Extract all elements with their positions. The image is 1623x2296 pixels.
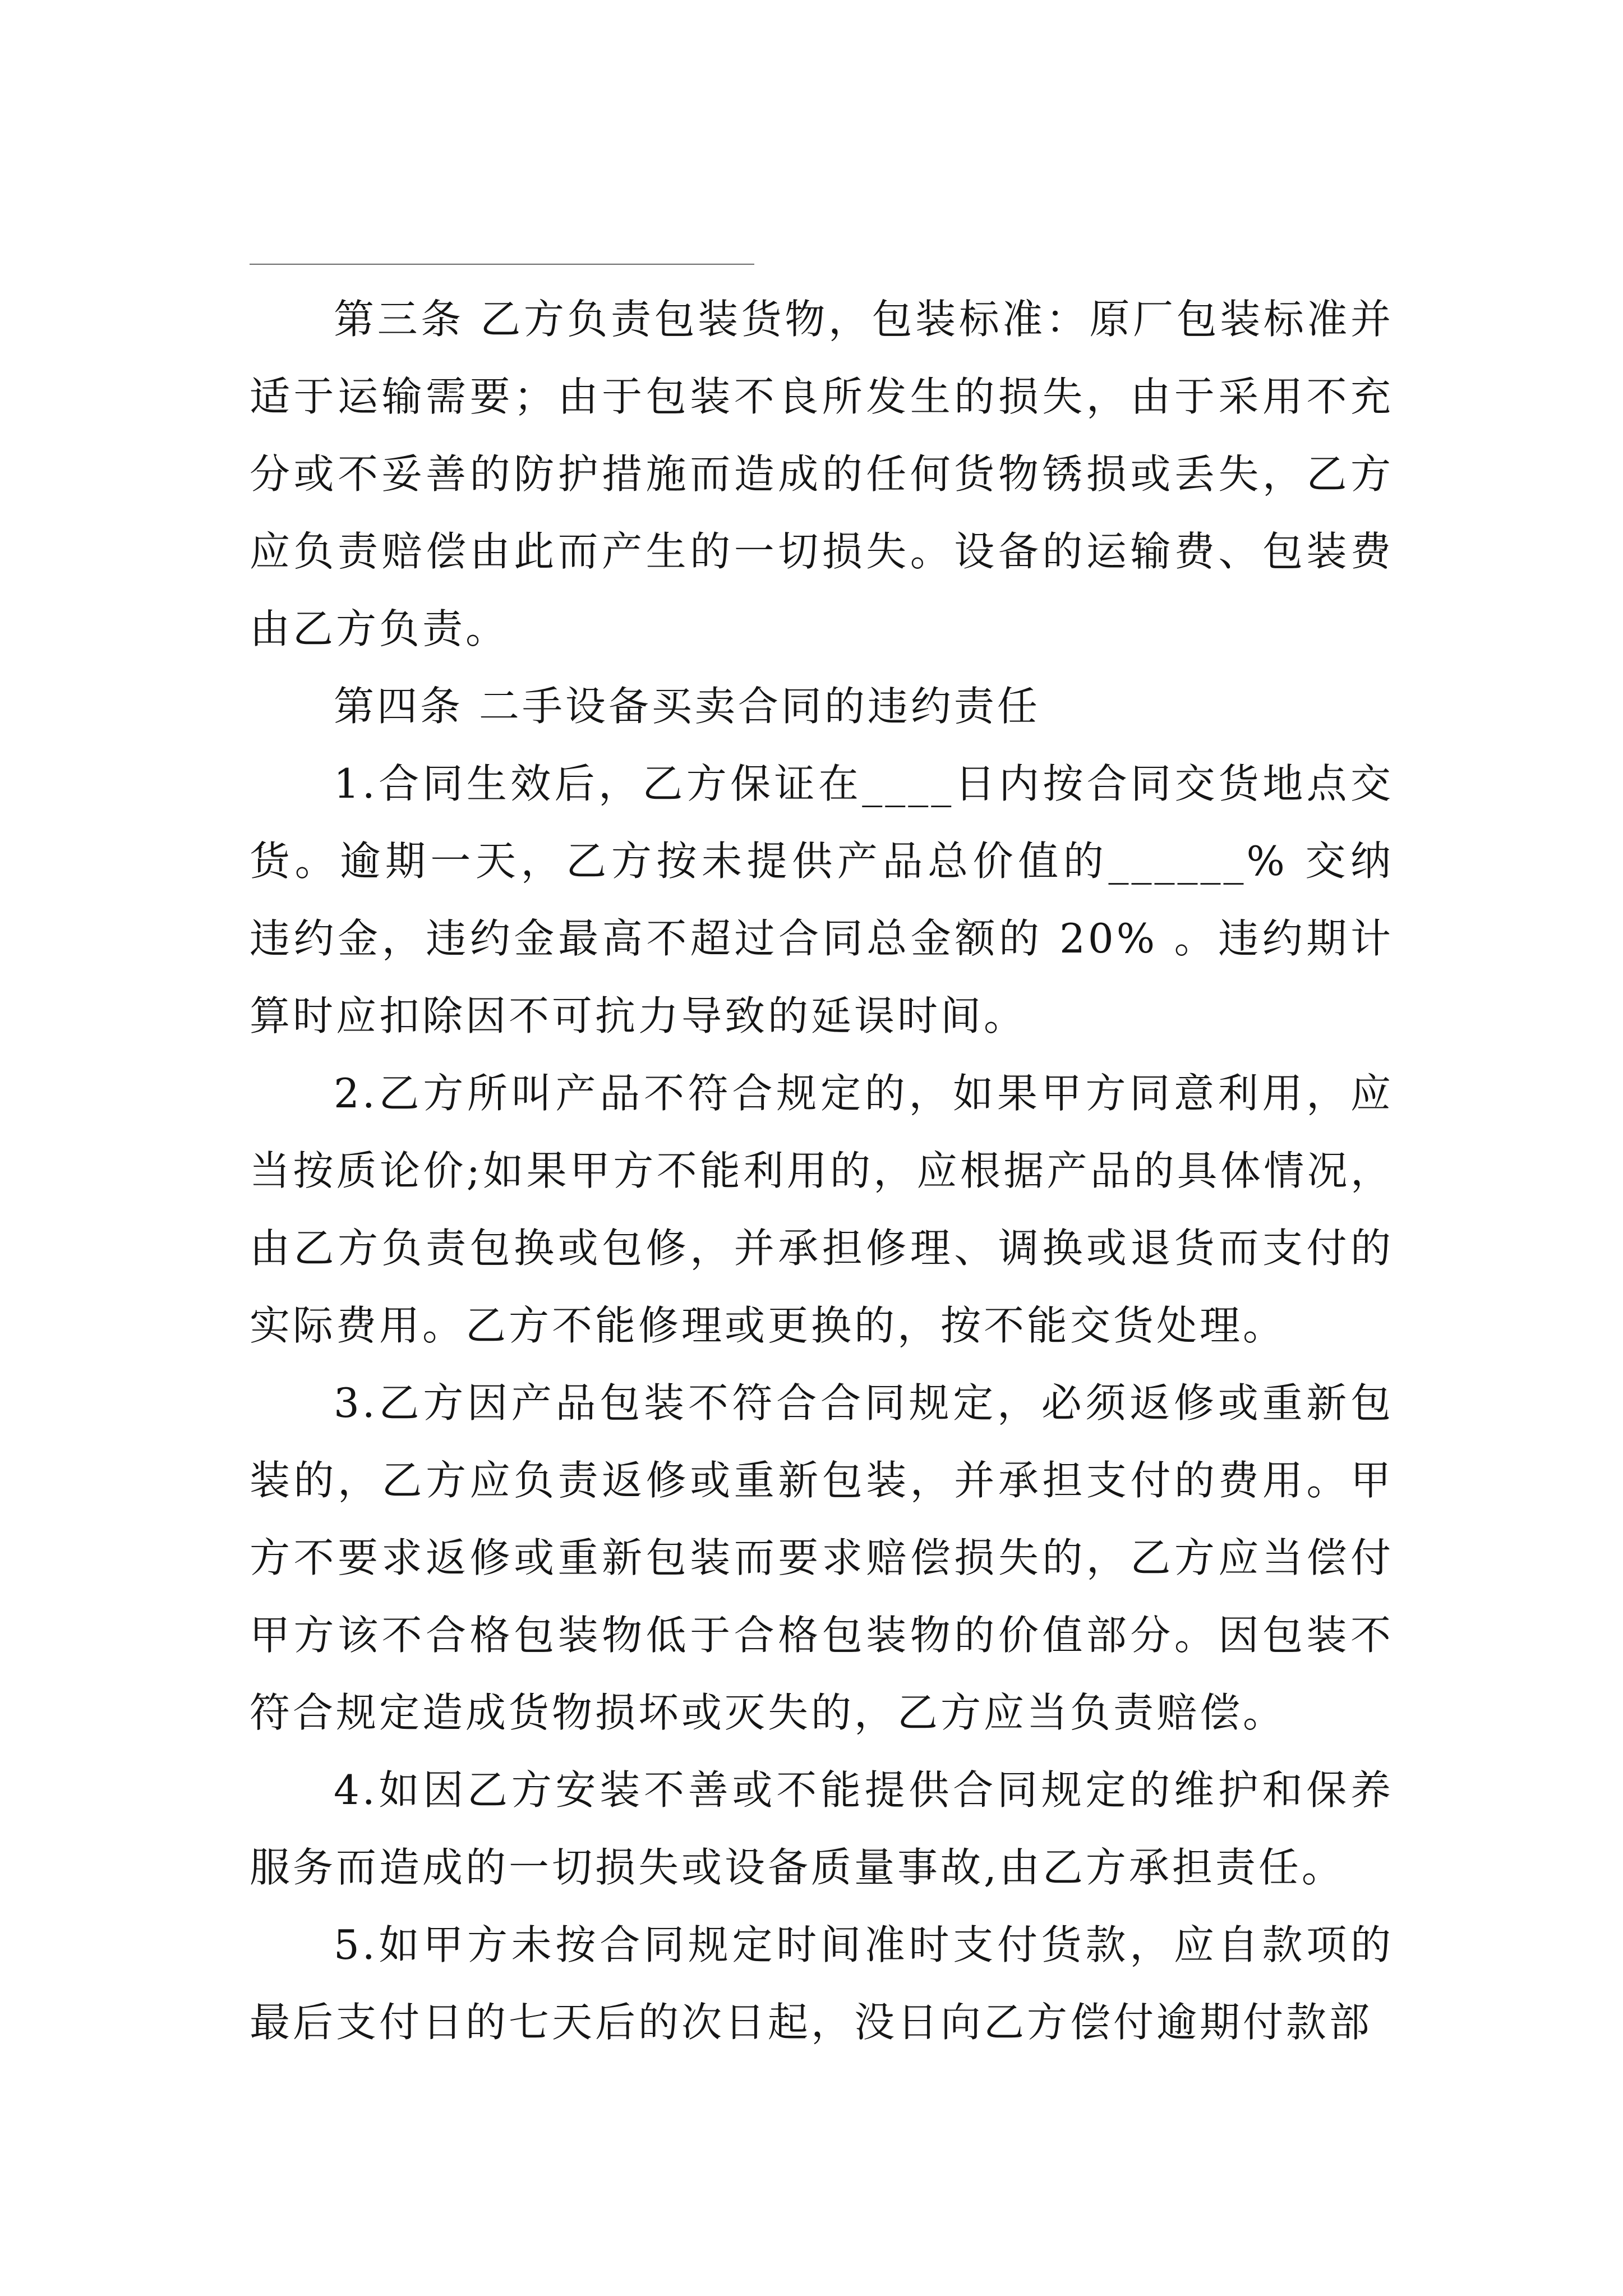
- clause-4-item-3: 3.乙方因产品包装不符合合同规定，必须返修或重新包装的，乙方应负责返修或重新包装，并承担支付的费用。甲方不要求返修或重新包装而要求赔偿损失的，乙方应当偿付甲方该不合格包装物低于合格包装物的价值部分。因包装不符合规定造成货物损坏或灭失的，乙方应当负责赔偿。: [250, 1379, 1394, 1736]
- clause-4-item-2: 2.乙方所叫产品不符合规定的，如果甲方同意利用，应当按质论价;如果甲方不能利用的，应根据产品的具体情况，由乙方负责包换或包修，并承担修理、调换或退货而支付的实际费用。乙方不能修理或更换的，按不能交货处理。: [250, 1070, 1394, 1349]
- clause-4-item-4: 4.如因乙方安装不善或不能提供合同规定的维护和保养服务而造成的一切损失或设备质量事故,由乙方承担责任。: [250, 1766, 1394, 1891]
- document-body: [250, 280, 1394, 2061]
- clause-4-item-5: 5.如甲方未按合同规定时间准时支付货款，应自款项的最后支付日的七天后的次日起，没日向乙方偿付逾期付款部: [250, 1921, 1394, 2046]
- clause-4-heading: 第四条 二手设备买卖合同的违约责任: [334, 683, 1040, 730]
- clause-3-paragraph: 第三条 乙方负责包装货物，包装标准：原厂包装标准并适于运输需要；由于包装不良所发生的损失，由于采用不充分或不妥善的防护措施而造成的任何货物锈损或丢失，乙方应负责赔偿由此而产生的一切损失。设备的运输费、包装费由乙方负责。: [250, 296, 1394, 652]
- header-divider: [250, 264, 754, 265]
- clause-4-item-1: 1.合同生效后，乙方保证在____日内按合同交货地点交货。逾期一天，乙方按未提供产品总价值的______% 交纳违约金，违约金最高不超过合同总金额的 20% 。违约期计算时应扣除因不可抗力导致的延误时间。: [250, 760, 1394, 1039]
